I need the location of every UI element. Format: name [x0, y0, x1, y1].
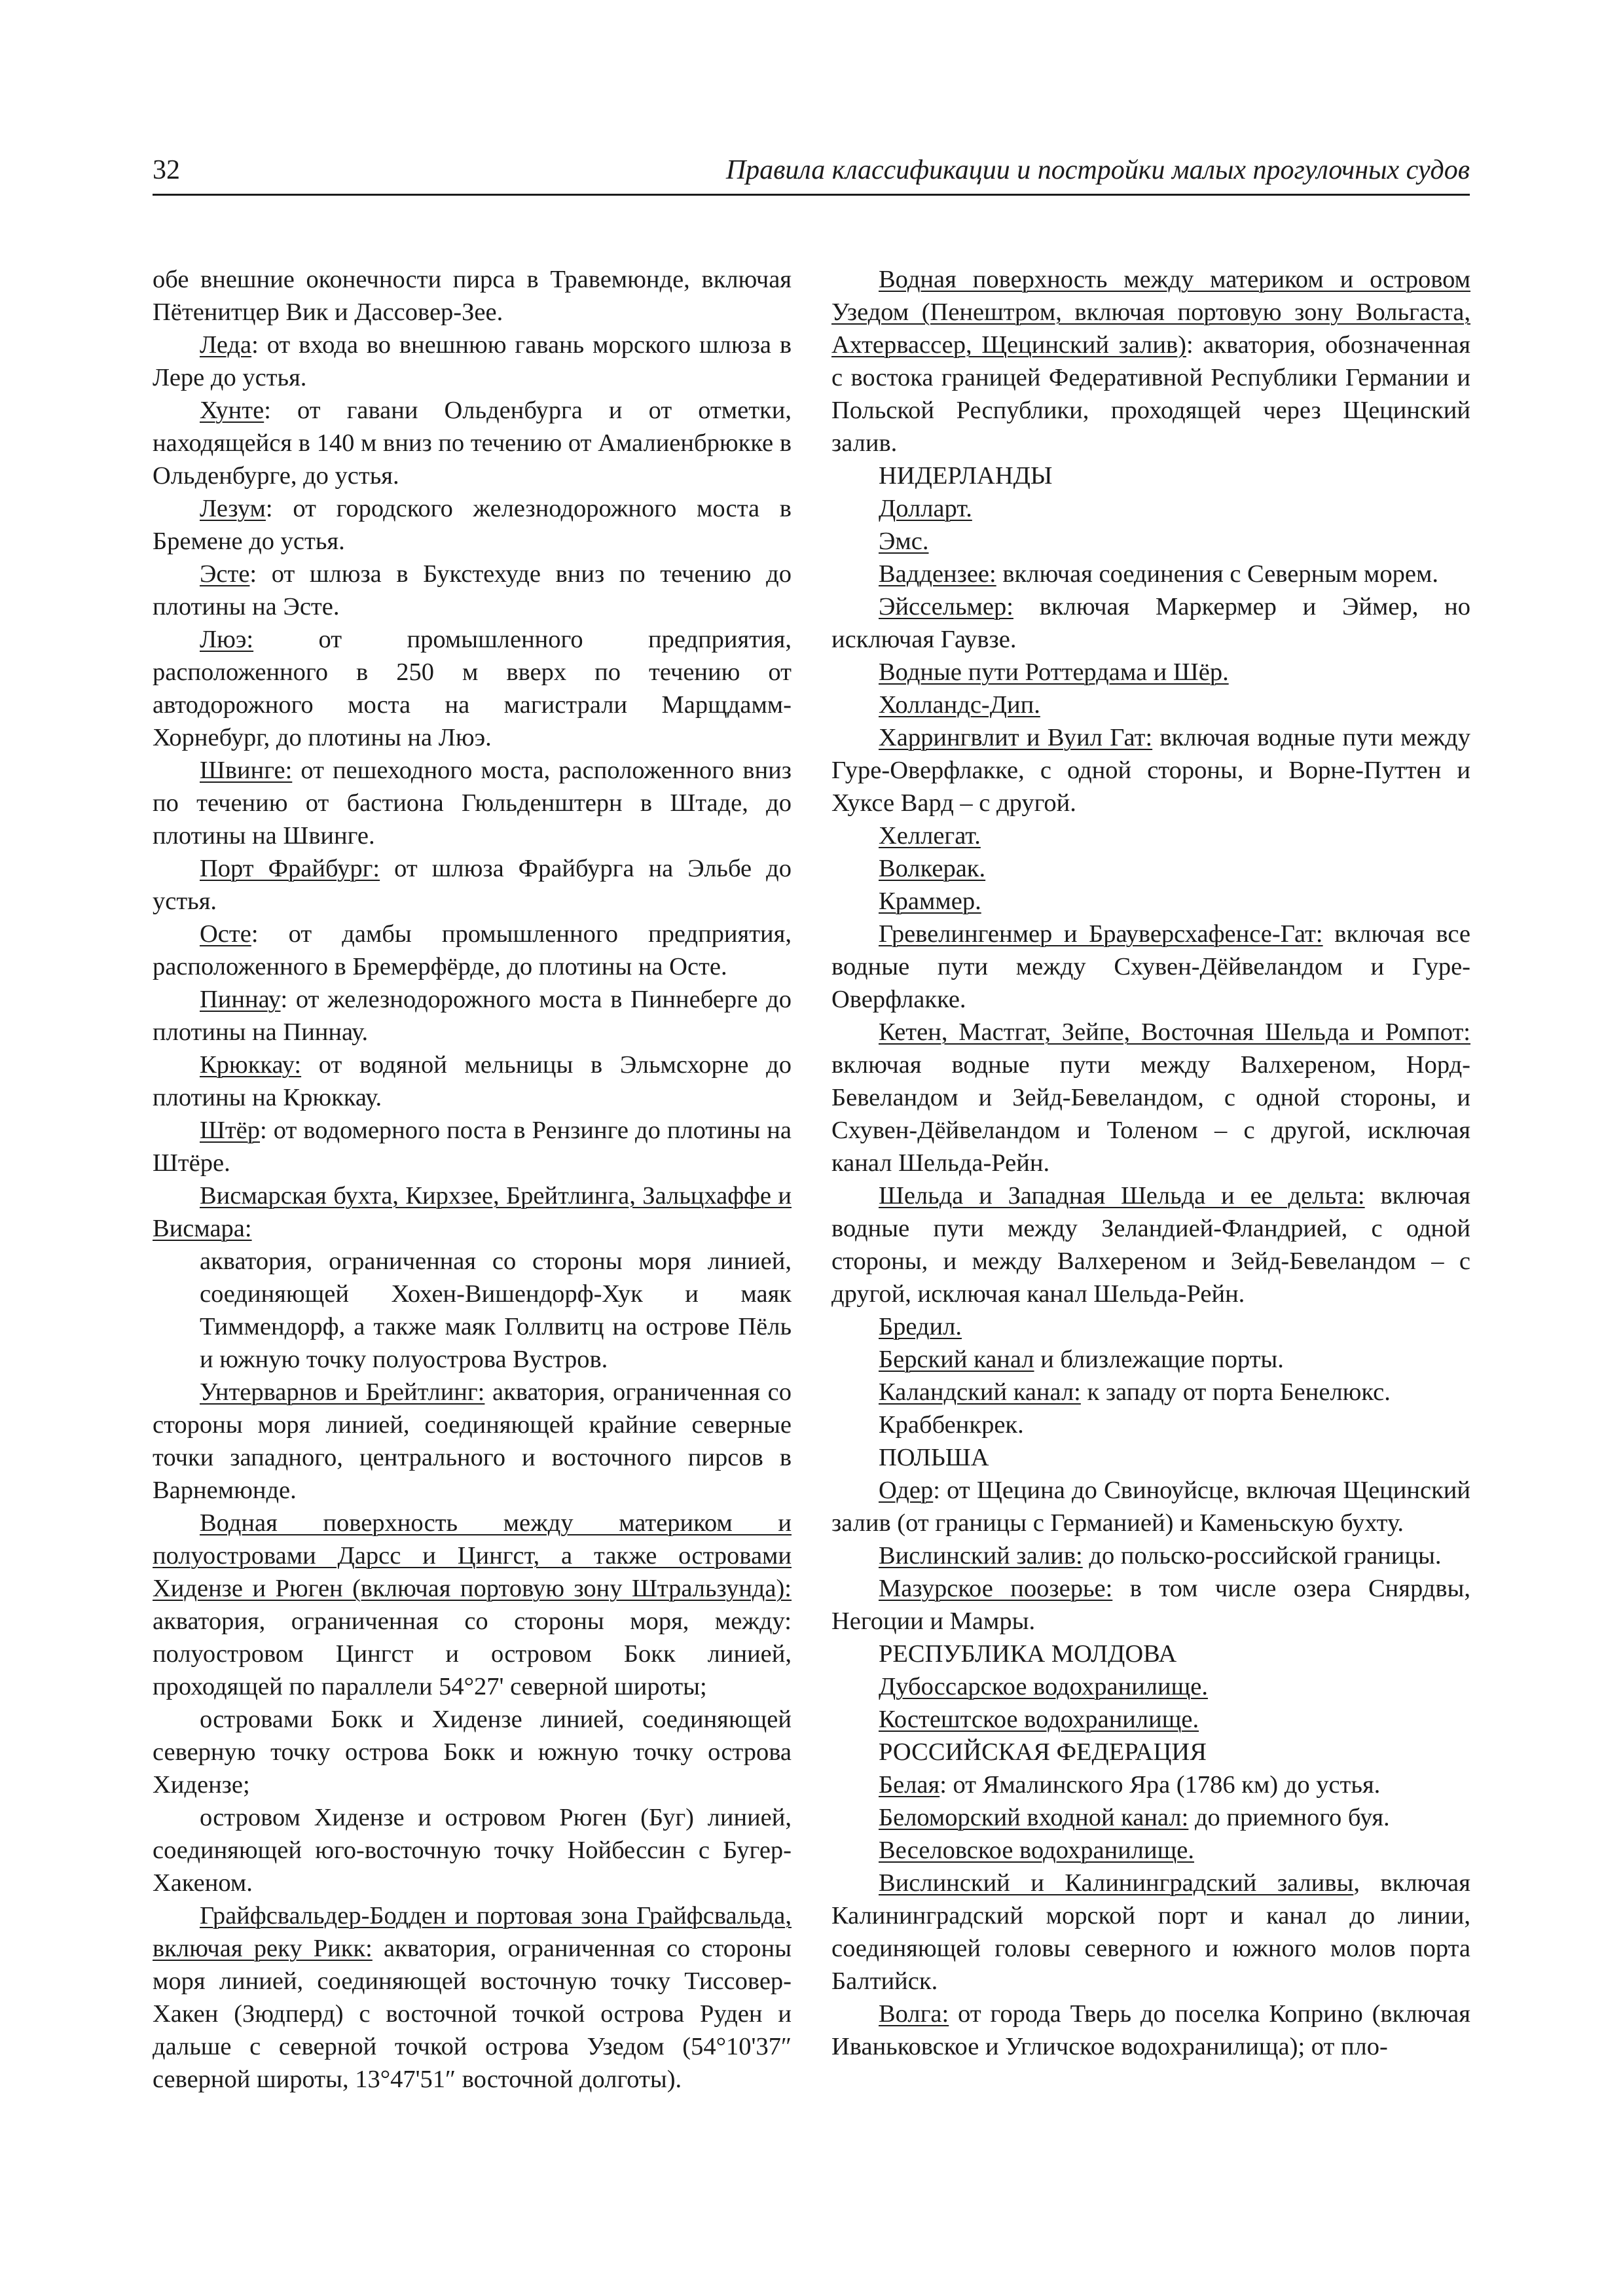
paragraph: [153, 1049, 792, 1114]
waterway-name: Висмарская бухта, Кирхзее, Брейтлинга, Зальцхаффе и Висмара:: [153, 1182, 792, 1242]
paragraph-text: : от Ямалинского Яра (1786 км) до устья.: [939, 1771, 1381, 1799]
paragraph: [831, 1670, 1470, 1703]
waterway-name: Водная поверхность между материком и островом Узедом (Пенештром, включая портовую зону Вольгаста, Ахтервассер, Щецинский залив): [831, 266, 1470, 359]
waterway-name: Беломорский входной канал:: [879, 1804, 1189, 1831]
paragraph-text: : от водомерного поста в Рензинге до плотины на Штёре.: [153, 1117, 792, 1177]
paragraph-text: обе внешние оконечности пирса в Травемюнде, включая Пётенитцер Вик и Дассовер-Зее.: [153, 266, 792, 326]
paragraph: [831, 1736, 1470, 1768]
paragraph-text: включая соединения с Северным морем.: [996, 560, 1438, 588]
paragraph-text: от пешеходного моста, расположенного вниз по течению от бастиона Гюльденштерн в Штаде, до плотины на Швинге.: [153, 757, 792, 850]
left-column: [153, 263, 792, 2096]
paragraph-text: НИДЕРЛАНДЫ: [879, 462, 1053, 490]
paragraph: [831, 656, 1470, 689]
paragraph: [153, 1376, 792, 1507]
paragraph: [153, 1507, 792, 1703]
waterway-name: Эсте: [200, 560, 250, 588]
paragraph: [831, 1801, 1470, 1834]
paragraph-text: акватория, ограниченная со стороны моря линией, соединяющей крайние северные точки западного, центрального и восточного пирсов в Варнемюнде.: [153, 1378, 792, 1504]
waterway-name: Краммер.: [879, 888, 981, 915]
paragraph-text: : от городского железнодорожного моста в Бремене до устья.: [153, 495, 792, 555]
paragraph: [831, 1867, 1470, 1998]
paragraph: [831, 1343, 1470, 1376]
paragraph: [153, 918, 792, 983]
waterway-name: Гревелингенмер и Брауверсхафенсе-Гат:: [879, 920, 1323, 948]
paragraph-text: : от шлюза в Букстехуде вниз по течению до плотины на Эсте.: [153, 560, 792, 620]
paragraph: [831, 1408, 1470, 1441]
paragraph: [831, 459, 1470, 492]
paragraph: [153, 558, 792, 623]
waterway-name: Шельда и Западная Шельда и ее дельта:: [879, 1182, 1365, 1210]
paragraph: [153, 329, 792, 394]
paragraph-text: : от железнодорожного моста в Пиннеберге до плотины на Пиннау.: [153, 986, 792, 1046]
paragraph-text: РОССИЙСКАЯ ФЕДЕРАЦИЯ: [879, 1738, 1207, 1766]
waterway-name: Костештское водохранилище.: [879, 1706, 1199, 1733]
paragraph: [831, 1016, 1470, 1179]
paragraph-text: и близлежащие порты.: [1034, 1346, 1284, 1373]
waterway-name: Волга:: [879, 2000, 949, 2028]
waterway-name: Хунте: [200, 397, 264, 424]
paragraph-text: включая водные пути между Валхереном, Норд-Бевеландом и Зейд-Бевеландом, с одной стороны, и Схувен-Дёйвеландом и Толеном – с другой, исключая канал Шельда-Рейн.: [831, 1051, 1470, 1177]
waterway-name: Мазурское поозерье:: [879, 1575, 1113, 1602]
page-number: 32: [153, 155, 180, 185]
paragraph: [831, 819, 1470, 852]
paragraph-text: до польско-российской границы.: [1082, 1542, 1442, 1570]
paragraph: [831, 590, 1470, 656]
paragraph: [153, 1179, 792, 1245]
paragraph: [153, 394, 792, 492]
paragraph: [831, 558, 1470, 590]
paragraph-text: : акватория, обозначенная с востока границей Федеративной Республики Германии и Польской Республики, проходящей через Щецинский залив.: [831, 331, 1470, 457]
waterway-name: Долларт.: [879, 495, 972, 522]
paragraph: [831, 1310, 1470, 1343]
running-title: Правила классификации и постройки малых прогулочных судов: [725, 155, 1470, 185]
paragraph: [831, 1539, 1470, 1572]
right-column: [831, 263, 1470, 2063]
paragraph: [831, 1768, 1470, 1801]
waterway-name: Дубоссарское водохранилище.: [879, 1673, 1208, 1700]
paragraph-text: до приемного буя.: [1188, 1804, 1390, 1831]
paragraph: [153, 1899, 792, 2096]
waterway-name: Осте: [200, 920, 251, 948]
paragraph: [153, 623, 792, 754]
paragraph-text: ПОЛЬША: [879, 1444, 989, 1471]
paragraph-text: : от Щецина до Свиноуйсце, включая Щецинский залив (от границы с Германией) и Каменьскую бухту.: [831, 1477, 1470, 1537]
waterway-name: Веселовское водохранилище.: [879, 1837, 1194, 1864]
paragraph-text: Краббенкрек.: [879, 1411, 1024, 1439]
waterway-name: Унтерварнов и Брейтлинг:: [200, 1378, 485, 1406]
page-header: [153, 151, 1470, 196]
waterway-name: Водные пути Роттердама и Шёр.: [879, 658, 1229, 686]
waterway-name: Одер: [879, 1477, 934, 1504]
waterway-name: Вислинский и Калининградский заливы: [879, 1869, 1354, 1897]
paragraph-text: к западу от порта Бенелюкс.: [1080, 1378, 1391, 1406]
waterway-name: Эмс.: [879, 528, 929, 555]
paragraph: [831, 1998, 1470, 2063]
paragraph-text: : от входа во внешнюю гавань морского шлюза в Лере до устья.: [153, 331, 792, 391]
paragraph-text: включая все водные пути между Схувен-Дёйвеландом и Гуре-Оверфлакке.: [831, 920, 1470, 1013]
paragraph-text: от города Тверь до поселка Коприно (включая Иваньковское и Угличское водохранилища); от пло-: [831, 2000, 1470, 2060]
paragraph: [153, 754, 792, 852]
waterway-name: Швинге:: [200, 757, 293, 784]
paragraph: [831, 918, 1470, 1016]
paragraph-text: от шлюза Фрайбурга на Эльбе до устья.: [153, 855, 792, 915]
paragraph-text: включая Маркермер и Эймер, но исключая Гаувзе.: [831, 593, 1470, 653]
paragraph-text: от водяной мельницы в Эльмсхорне до плотины на Крюккау.: [153, 1051, 792, 1111]
paragraph-text: , включая Калининградский морской порт и канал до линии, соединяющей головы северного и южного молов порта Балтийск.: [831, 1869, 1470, 1995]
waterway-name: Харрингвлит и Вуил Гат:: [879, 724, 1153, 751]
paragraph: [831, 1474, 1470, 1539]
paragraph: [831, 1703, 1470, 1736]
paragraph: [831, 885, 1470, 918]
paragraph: [153, 1703, 792, 1801]
waterway-name: Порт Фрайбург:: [200, 855, 380, 882]
waterway-name: Леда: [200, 331, 252, 359]
paragraph: [831, 525, 1470, 558]
paragraph: [831, 1572, 1470, 1638]
paragraph: [831, 263, 1470, 459]
waterway-name: Ваддензее:: [879, 560, 996, 588]
paragraph-text: акватория, ограниченная со стороны моря линией, соединяющей Хохен-Вишендорф-Хук и маяк Тиммендорф, а также маяк Голлвитц на острове Пёль и южную точку полуострова Вустров.: [200, 1247, 792, 1373]
paragraph-text: включая водные пути между Зеландией-Фландрией, с одной стороны, и между Валхереном и Зейд-Бевеландом – с другой, исключая канал Шельда-Рейн.: [831, 1182, 1470, 1308]
paragraph: [831, 1441, 1470, 1474]
waterway-name: Берский канал: [879, 1346, 1034, 1373]
paragraph: [831, 492, 1470, 525]
waterway-name: Люэ:: [200, 626, 254, 653]
waterway-name: Крюккау:: [200, 1051, 302, 1079]
waterway-name: Белая: [879, 1771, 940, 1799]
waterway-name: Каландский канал:: [879, 1378, 1081, 1406]
waterway-name: Волкерак.: [879, 855, 986, 882]
waterway-name: Кетен, Мастгат, Зейпе, Восточная Шельда и Ромпот:: [879, 1018, 1470, 1046]
paragraph-text: РЕСПУБЛИКА МОЛДОВА: [879, 1640, 1177, 1668]
waterway-name: Холландс-Дип.: [879, 691, 1040, 719]
paragraph-text: островом Хидензе и островом Рюген (Буг) линией, соединяющей юго-восточную точку Нойбессин с Бугер-Хакеном.: [153, 1804, 792, 1897]
paragraph-text: акватория, ограниченная со стороны моря, между: полуостровом Цингст и островом Бокк линией, проходящей по параллели 54°27' северной широты;: [153, 1607, 792, 1700]
paragraph: [153, 263, 792, 329]
paragraph: [831, 1376, 1470, 1408]
paragraph: [831, 721, 1470, 819]
paragraph: [831, 1638, 1470, 1670]
paragraph-text: от промышленного предприятия, расположенного в 250 м вверх по течению от автодорожного моста на магистрали Марщдамм-Хорнебург, до плотины на Люэ.: [153, 626, 792, 751]
paragraph: [831, 852, 1470, 885]
paragraph: [831, 689, 1470, 721]
paragraph: [153, 1801, 792, 1899]
paragraph: [831, 1179, 1470, 1310]
waterway-name: Грайфсвальдер-Бодден и портовая зона Грайфсвальда, включая реку Рикк:: [153, 1902, 792, 1962]
paragraph: [153, 492, 792, 558]
waterway-name: Бредил.: [879, 1313, 962, 1340]
waterway-name: Пиннау: [200, 986, 281, 1013]
paragraph-text: включая водные пути между Гуре-Оверфлакке, с одной стороны, и Ворне-Путтен и Хуксе Вард – с другой.: [831, 724, 1470, 817]
paragraph-text: : от дамбы промышленного предприятия, расположенного в Бремерфёрде, до плотины на Осте.: [153, 920, 792, 980]
waterway-name: Штёр: [200, 1117, 261, 1144]
paragraph: [153, 852, 792, 918]
paragraph: [831, 1834, 1470, 1867]
waterway-name: Водная поверхность между материком и полуостровами Дарсс и Цингст, а также островами Хидензе и Рюген (включая портовую зону Штральзунда):: [153, 1509, 792, 1602]
paragraph-text: в том числе озера Снярдвы, Негоции и Мамры.: [831, 1575, 1470, 1635]
paragraph-text: островами Бокк и Хидензе линией, соединяющей северную точку острова Бокк и южную точку острова Хидензе;: [153, 1706, 792, 1799]
paragraph-text: : от гавани Ольденбурга и от отметки, находящейся в 140 м вниз по течению от Амалиенбрюкке в Ольденбурге, до устья.: [153, 397, 792, 490]
paragraph: [153, 1245, 792, 1376]
paragraph-text: акватория, ограниченная со стороны моря линией, соединяющей восточную точку Тиссовер-Хакен (Зюдперд) с восточной точкой острова Руден и дальше с северной точкой острова Узедом (54°10'37″ северной широты, 13°47'51″ восточной долготы).: [153, 1935, 792, 2093]
waterway-name: Хеллегат.: [879, 822, 981, 850]
waterway-name: Вислинский залив:: [879, 1542, 1083, 1570]
paragraph: [153, 983, 792, 1049]
waterway-name: Эйссельмер:: [879, 593, 1013, 620]
paragraph: [153, 1114, 792, 1179]
waterway-name: Лезум: [200, 495, 266, 522]
